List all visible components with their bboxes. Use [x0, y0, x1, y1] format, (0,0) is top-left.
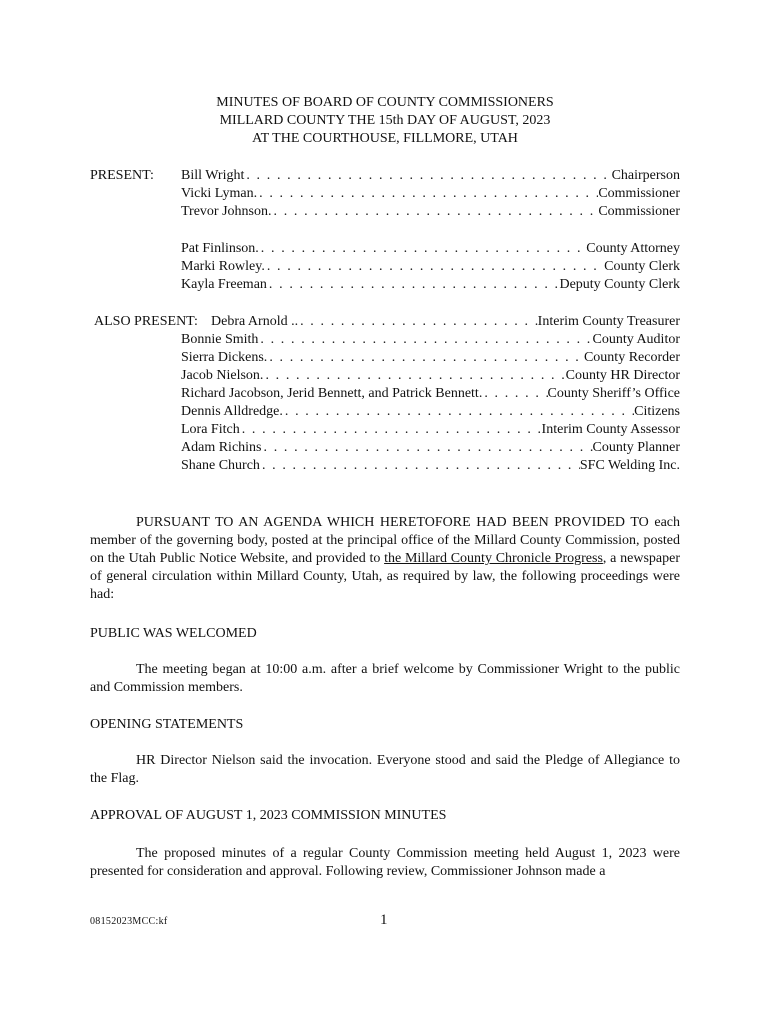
approval-paragraph: [90, 845, 680, 881]
leader-dots: [283, 403, 634, 421]
opening-heading: OPENING STATEMENTS: [90, 717, 244, 732]
attendee-title: SFC Welding Inc.: [579, 458, 680, 473]
attendee-title: Chairperson: [611, 168, 680, 183]
leader-dots: [257, 185, 598, 203]
approval-heading: APPROVAL OF AUGUST 1, 2023 COMMISSION MINUTES: [90, 808, 447, 823]
leader-dots: [272, 203, 599, 221]
present-label: PRESENT:: [90, 168, 154, 183]
opening-paragraph: [90, 752, 680, 788]
attendee-title: County Auditor: [592, 332, 680, 347]
leader-dots: [240, 421, 542, 439]
attendee-title: Interim County Assessor: [541, 422, 680, 437]
attendee-row: [181, 240, 680, 258]
attendee-title: County Recorder: [583, 350, 680, 365]
attendee-name: Pat Finlinson.: [181, 241, 259, 256]
heading-line-3: AT THE COURTHOUSE, FILLMORE, UTAH: [252, 131, 518, 146]
leader-dots: [262, 439, 593, 457]
attendee-row: [181, 185, 680, 203]
attendee-name: Debra Arnold ..: [211, 314, 299, 329]
attendee-title: County Sheriff’s Office: [547, 386, 680, 401]
attendee-title: County Clerk: [604, 259, 680, 274]
document-code: 08152023MCC:kf: [90, 916, 168, 927]
welcome-text: The meeting began at 10:00 a.m. after a brief welcome by Commissioner Wright to the public and Commission members.: [90, 662, 680, 695]
pursuant-text-after: , a newspaper of general circulation within Millard County, Utah, as required by law, the following proceedings were had:: [90, 551, 680, 602]
leader-dots: [298, 313, 538, 331]
pursuant-text: [90, 514, 680, 604]
attendee-row: [181, 331, 680, 349]
attendee-row: [181, 421, 680, 439]
attendee-name: Lora Fitch: [181, 422, 240, 437]
heading-line-1: MINUTES OF BOARD OF COUNTY COMMISSIONERS: [216, 95, 554, 110]
leader-dots: [260, 457, 580, 475]
attendee-row: [181, 203, 680, 221]
leader-dots: [244, 167, 611, 185]
leader-dots: [258, 331, 592, 349]
leader-dots: [267, 349, 584, 367]
attendee-row: [181, 349, 680, 367]
attendee-row: [181, 276, 680, 294]
attendee-name: Trevor Johnson.: [181, 204, 272, 219]
attendee-row: [181, 457, 680, 475]
attendee-title: Commissioner: [598, 204, 680, 219]
also-present-label: ALSO PRESENT:: [94, 314, 198, 329]
attendee-title: County Planner: [592, 440, 680, 455]
attendee-title: County HR Director: [565, 368, 680, 383]
attendee-name: Jacob Nielson.: [181, 368, 264, 383]
approval-text: The proposed minutes of a regular County Commission meeting held August 1, 2023 were presented for consideration and approval. Following review, Commissioner Johnson made a: [90, 846, 680, 879]
attendee-row: [181, 258, 680, 276]
welcome-paragraph: [90, 661, 680, 697]
attendee-title: Commissioner: [598, 186, 680, 201]
pursuant-text-before: PURSUANT TO AN AGENDA WHICH HERETOFORE HAD BEEN PROVIDED TO each member of the governing body, posted at the principal office of the Millard County Commission, posted on the Utah Public Notice Website, and provided to: [90, 515, 680, 566]
heading-line-2: MILLARD COUNTY THE 15th DAY OF AUGUST, 2023: [219, 113, 551, 128]
attendee-name: Kayla Freeman: [181, 277, 267, 292]
attendee-name: Shane Church: [181, 458, 260, 473]
page-number: 1: [380, 912, 388, 928]
attendee-row: [181, 167, 680, 185]
attendee-row: [181, 403, 680, 421]
attendee-title: Citizens: [634, 404, 680, 419]
attendee-row: [181, 367, 680, 385]
attendee-name: Vicki Lyman.: [181, 186, 258, 201]
attendee-title: Deputy County Clerk: [559, 277, 680, 292]
leader-dots: [263, 367, 565, 385]
attendee-row: [181, 385, 680, 403]
pursuant-paragraph: [90, 514, 680, 604]
attendee-name: Sierra Dickens.: [181, 350, 268, 365]
document-heading: [0, 94, 770, 148]
attendee-name: Bonnie Smith: [181, 332, 259, 347]
attendee-title: County Attorney: [586, 241, 680, 256]
attendee-name: Adam Richins: [181, 440, 262, 455]
leader-dots: [482, 385, 547, 403]
attendee-name: Bill Wright: [181, 168, 245, 183]
attendee-row: [181, 439, 680, 457]
attendee-row: [211, 313, 680, 331]
welcome-heading: PUBLIC WAS WELCOMED: [90, 626, 257, 641]
leader-dots: [267, 276, 560, 294]
leader-dots: [259, 240, 586, 258]
leader-dots: [265, 258, 604, 276]
attendee-title: Interim County Treasurer: [537, 314, 680, 329]
newspaper-name: the Millard County Chronicle Progress: [384, 551, 603, 566]
attendee-name: Marki Rowley.: [181, 259, 265, 274]
attendee-name: Richard Jacobson, Jerid Bennett, and Patrick Bennett.: [181, 386, 483, 401]
opening-text: HR Director Nielson said the invocation. Everyone stood and said the Pledge of Allegiance to the Flag.: [90, 753, 680, 786]
attendee-name: Dennis Alldredge.: [181, 404, 283, 419]
